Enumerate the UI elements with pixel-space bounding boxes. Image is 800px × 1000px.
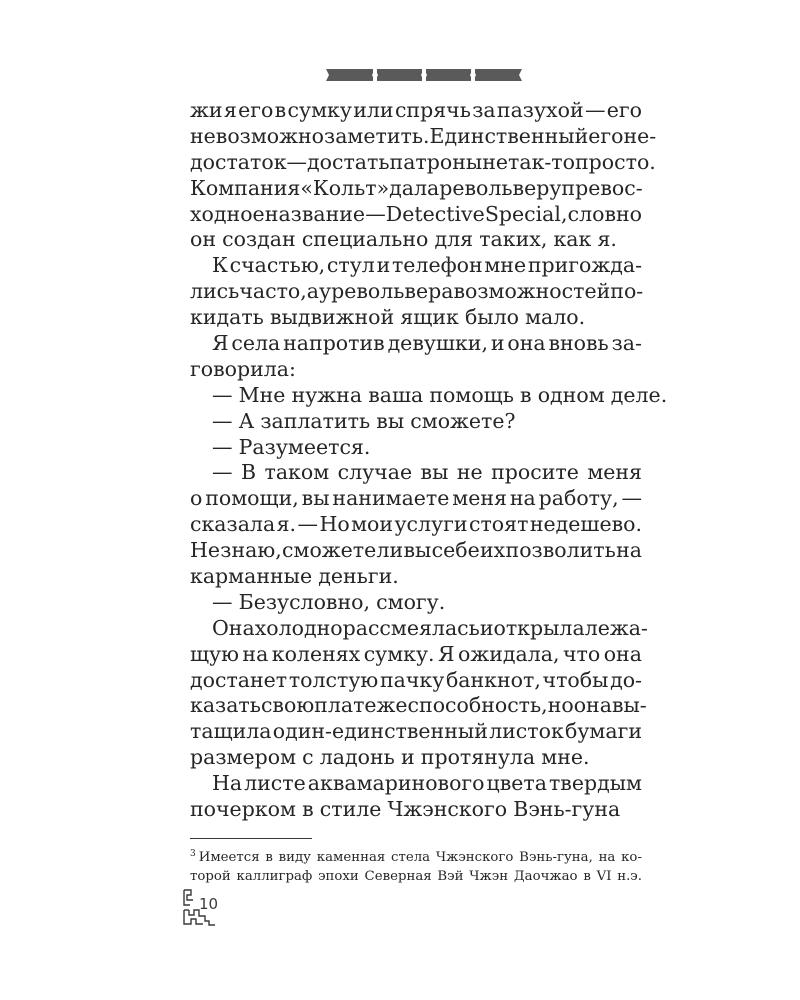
word: часто, <box>239 279 307 304</box>
word <box>190 848 260 869</box>
text-line <box>190 331 642 357</box>
word: аквамаринового <box>307 771 485 796</box>
word: достаток <box>190 149 287 174</box>
word: Разумеется. <box>238 434 371 459</box>
word: в <box>520 382 532 407</box>
word: — <box>365 201 386 226</box>
word: Чжэнского <box>435 850 514 865</box>
text-line <box>190 590 642 616</box>
word: помощь <box>429 382 514 407</box>
word: на <box>598 850 616 865</box>
word: — <box>286 149 308 174</box>
word: знаю, <box>220 538 282 563</box>
word: пригожда- <box>527 253 642 278</box>
word: одном <box>537 382 605 407</box>
word: «Кольт» <box>300 175 390 200</box>
word: листок <box>489 719 564 744</box>
text-line <box>190 305 642 331</box>
text-line <box>190 538 642 564</box>
word: мне. <box>541 745 590 770</box>
word: что <box>562 641 601 666</box>
word: а <box>306 279 320 304</box>
word: Вэнь-гуна, <box>519 850 593 865</box>
word: он <box>190 227 217 252</box>
word: сможете <box>282 538 377 563</box>
word: услуги <box>394 512 468 537</box>
word: листе <box>244 771 306 796</box>
word: позволить <box>505 538 616 563</box>
page-number: 10 <box>199 895 219 913</box>
text-line <box>190 564 642 590</box>
word: ли <box>376 538 404 563</box>
word: на <box>509 486 536 511</box>
word: мои <box>351 512 394 537</box>
word: работу, <box>538 486 619 511</box>
text-line <box>190 227 642 253</box>
word: мне <box>484 253 527 278</box>
text-line <box>190 435 642 461</box>
text-line <box>190 202 642 228</box>
word: как <box>553 227 592 252</box>
word: толстую <box>288 667 379 692</box>
word: деле. <box>610 382 668 407</box>
word: и <box>479 615 494 640</box>
word: тащила <box>190 719 272 744</box>
word: вы <box>376 408 405 433</box>
word: создан <box>222 227 296 252</box>
text-line <box>190 642 642 668</box>
word: с <box>302 745 314 770</box>
word: меня <box>452 486 507 511</box>
word: Detective <box>385 201 485 226</box>
word: стоят <box>468 512 529 537</box>
word: ладонь <box>319 745 395 770</box>
word: напротив <box>283 331 385 356</box>
word: и <box>376 253 391 278</box>
word: ожидала, <box>458 641 560 666</box>
word: — <box>212 382 233 407</box>
word: невозможно <box>190 123 325 148</box>
word: она <box>507 331 546 356</box>
word: сможете? <box>410 408 516 433</box>
word: его <box>238 98 274 122</box>
text-line <box>190 668 642 694</box>
footnote-marker: 3 <box>190 849 196 859</box>
word: и <box>400 745 415 770</box>
word: случае <box>337 460 413 485</box>
word: она <box>573 693 612 718</box>
word: А <box>238 408 255 433</box>
word: кидать <box>190 305 264 330</box>
word: лись <box>190 279 240 304</box>
word: не- <box>623 123 657 148</box>
word: вновь <box>548 331 609 356</box>
text-line <box>190 460 642 486</box>
word: щую <box>190 641 239 666</box>
word: но <box>547 693 574 718</box>
text-line <box>190 615 648 642</box>
word: Я <box>438 641 455 666</box>
word: револьверу <box>439 175 562 200</box>
word: твердым <box>548 771 642 796</box>
word: Не <box>190 538 221 563</box>
word: дала <box>389 175 440 200</box>
word: сказала <box>190 512 276 537</box>
word: К <box>212 253 228 278</box>
word: Special, <box>484 201 568 226</box>
word: заплатить <box>260 408 371 433</box>
word: карманные <box>190 564 313 589</box>
word: вы- <box>611 693 647 718</box>
word: для <box>434 227 474 252</box>
text-line <box>190 149 656 176</box>
text-line <box>190 176 642 202</box>
word: стул <box>326 253 375 278</box>
word: смогу. <box>376 589 446 614</box>
word: н.э. <box>617 869 642 884</box>
word: Единственный <box>429 123 589 148</box>
word: банкнот, <box>445 667 541 692</box>
word: не <box>482 149 508 174</box>
word: девушки, <box>387 331 488 356</box>
word: название <box>264 201 366 226</box>
word: недешево. <box>529 512 642 537</box>
word: протянула <box>420 745 536 770</box>
word: нанимаете <box>332 486 450 511</box>
body-text <box>190 98 668 823</box>
footnote-line <box>190 848 642 867</box>
word: она <box>603 641 642 666</box>
word: Чжэн <box>469 869 509 884</box>
word: словно <box>567 201 642 226</box>
word: лежа- <box>584 615 648 640</box>
word: — <box>212 460 233 485</box>
word: Компания <box>190 175 301 200</box>
word: Вэнь-гуна <box>513 797 621 822</box>
text-line <box>190 486 642 512</box>
word: о <box>190 486 203 511</box>
word: Вэй <box>437 869 464 884</box>
word: за- <box>611 331 642 356</box>
word: за <box>472 98 496 122</box>
word: было <box>464 305 519 330</box>
word: в <box>274 98 287 122</box>
word: счастью, <box>229 253 326 278</box>
word: специально <box>301 227 429 252</box>
word: у <box>319 279 332 304</box>
word: ваша <box>368 382 424 407</box>
word: села <box>231 331 281 356</box>
text-line <box>190 693 647 719</box>
word: Мне <box>238 382 286 407</box>
word: в <box>302 797 314 822</box>
word: на <box>242 641 269 666</box>
word: размером <box>190 745 297 770</box>
word: мало. <box>525 305 586 330</box>
word: Она <box>212 615 255 640</box>
word: почерком <box>190 797 296 822</box>
word: вы <box>420 460 449 485</box>
word: нужна <box>291 382 363 407</box>
word: таком <box>264 460 330 485</box>
word: В <box>240 460 257 485</box>
word: торой <box>190 869 231 884</box>
word: ходное <box>190 201 265 226</box>
word: помощи, <box>205 486 299 511</box>
text-line <box>190 357 642 383</box>
text-line <box>190 771 642 797</box>
word: один-единственный <box>272 719 488 744</box>
word: Даочжао <box>513 869 578 884</box>
word: не <box>456 460 483 485</box>
word: — <box>212 589 233 614</box>
word: его <box>588 123 624 148</box>
word: — <box>621 486 642 511</box>
word: револьвера <box>331 279 454 304</box>
word: говорила: <box>190 356 296 381</box>
word: чтобы <box>542 667 609 692</box>
word: телефон <box>391 253 483 278</box>
word: пачку <box>379 667 445 692</box>
footnote-line <box>190 867 642 886</box>
footnote <box>190 848 642 886</box>
word: себе <box>431 538 480 563</box>
word: открыла <box>493 615 585 640</box>
word: ящик <box>400 305 459 330</box>
word: просите <box>491 460 579 485</box>
word: я. <box>597 227 617 252</box>
word: их <box>480 538 506 563</box>
word: коленях <box>271 641 361 666</box>
word: сумку <box>287 98 352 122</box>
word: его <box>606 98 642 122</box>
word: и <box>490 331 505 356</box>
text-line <box>190 745 642 771</box>
word: платежеспособность, <box>314 693 548 718</box>
text-line <box>190 719 642 745</box>
word: на <box>616 538 642 563</box>
word: ко- <box>621 850 642 865</box>
word: так-то <box>508 149 575 174</box>
word: сумку. <box>363 641 435 666</box>
word: в <box>265 850 273 865</box>
word: деньги. <box>318 564 399 589</box>
word: — <box>297 512 318 537</box>
word: до- <box>610 667 642 692</box>
word: — <box>584 98 606 122</box>
header-ornament-icon <box>326 69 522 81</box>
word: или <box>353 98 394 122</box>
word: превос- <box>561 175 643 200</box>
word: вы <box>301 486 330 511</box>
word: виду <box>278 850 311 865</box>
word: патроны <box>389 149 483 174</box>
word: таких, <box>479 227 548 252</box>
word: VI <box>596 869 612 884</box>
text-line <box>190 253 642 279</box>
text-line <box>190 409 642 435</box>
word: в <box>583 869 591 884</box>
word-text: Имеется <box>198 850 260 865</box>
word: достать <box>307 149 390 174</box>
word: меня <box>587 460 642 485</box>
word: вы <box>403 538 432 563</box>
text-line <box>190 797 642 823</box>
word: Безусловно, <box>238 589 370 614</box>
word: заметить. <box>324 123 430 148</box>
word: казать <box>190 693 261 718</box>
word: Северная <box>364 869 432 884</box>
word: я. <box>276 512 297 537</box>
word: спрячь <box>394 98 471 122</box>
word: выдвижной <box>269 305 395 330</box>
word: стиле <box>319 797 382 822</box>
word: стела <box>391 850 431 865</box>
word: бумаги <box>565 719 642 744</box>
word: — <box>212 408 233 433</box>
text-line <box>190 98 642 124</box>
word: я <box>223 98 237 122</box>
text-line <box>190 382 668 409</box>
word: цвета <box>486 771 547 796</box>
word: каллиграф <box>236 869 313 884</box>
word: На <box>212 771 243 796</box>
word: каменная <box>316 850 386 865</box>
text-line <box>190 512 642 538</box>
word: свою <box>260 693 315 718</box>
text-line <box>190 123 657 150</box>
footnote-divider <box>190 838 312 839</box>
word: по- <box>610 279 644 304</box>
word: Чжэнского <box>387 797 508 822</box>
word: пазухой <box>496 98 584 122</box>
word: жи <box>190 98 223 122</box>
text-line <box>190 279 642 305</box>
word: Я <box>212 331 229 356</box>
word: — <box>212 434 233 459</box>
word: возможностей <box>453 279 611 304</box>
word: холодно <box>254 615 343 640</box>
word: рассмеялась <box>342 615 480 640</box>
word: Но <box>319 512 350 537</box>
word: просто. <box>575 149 656 174</box>
word: эпохи <box>318 869 359 884</box>
word: достанет <box>190 667 288 692</box>
